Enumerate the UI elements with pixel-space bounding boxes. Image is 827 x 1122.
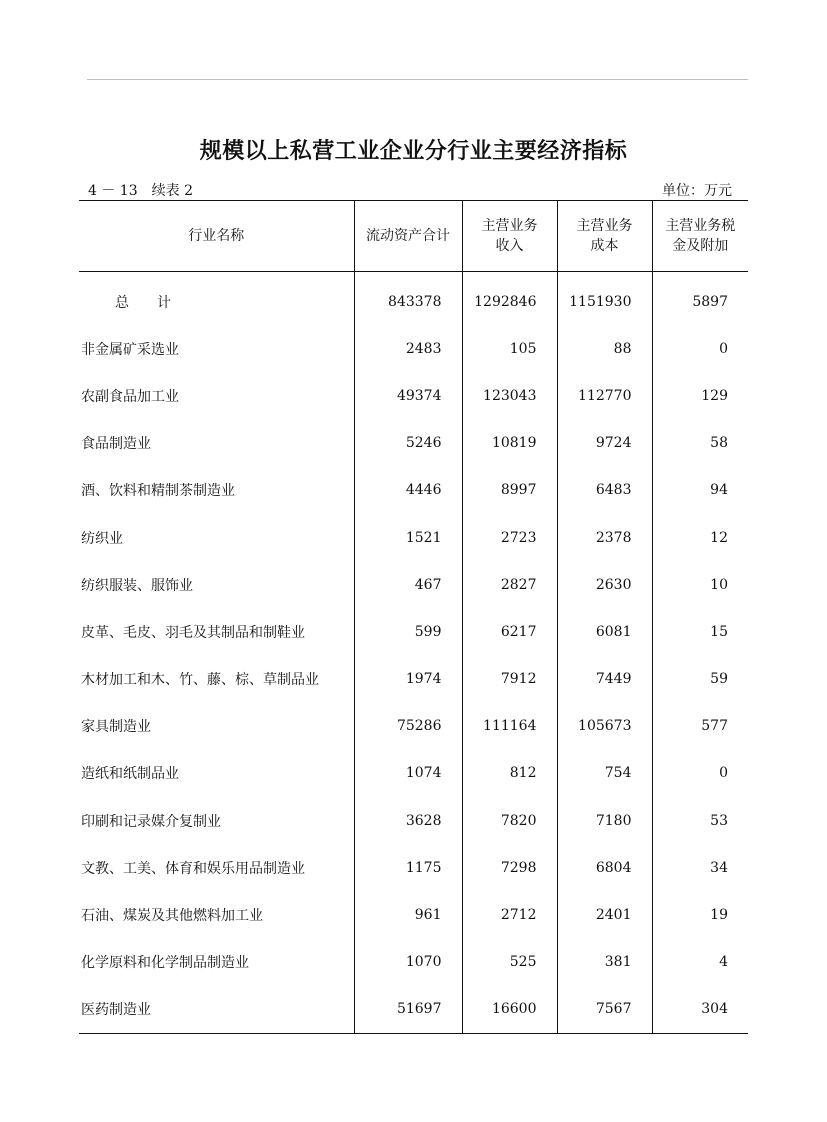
main-cost-value: 7567	[557, 986, 652, 1034]
current-assets-value: 599	[354, 608, 462, 655]
table-row	[79, 703, 748, 750]
table-row	[79, 844, 748, 891]
main-cost-value: 6081	[557, 608, 652, 655]
top-divider	[87, 79, 748, 80]
industry-name: 农副食品加工业	[81, 388, 179, 405]
unit-label: 单位：万元	[662, 183, 732, 199]
header-current-assets: 流动资产合计	[354, 201, 462, 272]
current-assets-value: 49374	[354, 372, 462, 419]
main-cost-value: 105673	[557, 703, 652, 750]
main-revenue-value: 2723	[462, 514, 557, 561]
table-header-row	[79, 201, 748, 272]
main-tax-value: 34	[652, 844, 748, 891]
main-tax-value: 577	[652, 703, 748, 750]
main-revenue-value: 6217	[462, 608, 557, 655]
industry-name: 木材加工和木、竹、藤、棕、草制品业	[81, 672, 319, 689]
header-main-tax-line1: 主营业务税	[665, 218, 736, 234]
main-tax-value: 94	[652, 467, 748, 514]
header-main-cost-line2: 成本	[590, 238, 619, 254]
header-main-cost-line1: 主营业务	[576, 218, 633, 234]
current-assets-value: 1175	[354, 844, 462, 891]
header-main-tax	[652, 201, 748, 272]
industry-name: 家具制造业	[81, 719, 151, 736]
current-assets-value: 75286	[354, 703, 462, 750]
industry-name: 非金属矿采选业	[81, 341, 179, 358]
current-assets-value: 467	[354, 561, 462, 608]
main-cost-value: 2378	[557, 514, 652, 561]
header-main-tax-line2: 金及附加	[672, 238, 729, 254]
main-cost-value: 381	[557, 939, 652, 986]
main-cost-value: 6483	[557, 467, 652, 514]
industry-name: 文教、工美、体育和娱乐用品制造业	[81, 860, 305, 877]
table-row	[79, 939, 748, 986]
current-assets-value: 51697	[354, 986, 462, 1034]
current-assets-value: 1521	[354, 514, 462, 561]
current-assets-value: 3628	[354, 797, 462, 844]
table-row	[79, 750, 748, 797]
current-assets-value: 843378	[354, 272, 462, 326]
page-title: 规模以上私营工业企业分行业主要经济指标	[199, 138, 628, 164]
main-revenue-value: 525	[462, 939, 557, 986]
main-tax-value: 53	[652, 797, 748, 844]
table-row	[79, 514, 748, 561]
main-revenue-value: 7912	[462, 656, 557, 703]
header-main-cost	[557, 201, 652, 272]
table-row	[79, 561, 748, 608]
table-code: 4 － 13 续表 2	[88, 183, 193, 199]
main-revenue-value: 10819	[462, 420, 557, 467]
table-row	[79, 420, 748, 467]
industry-name: 纺织业	[81, 530, 123, 547]
industry-name: 石油、煤炭及其他燃料加工业	[81, 908, 263, 925]
industry-name: 皮革、毛皮、羽毛及其制品和制鞋业	[81, 624, 305, 641]
industry-name: 印刷和记录媒介复制业	[81, 813, 221, 830]
main-tax-value: 4	[652, 939, 748, 986]
main-revenue-value: 16600	[462, 986, 557, 1034]
industry-name: 食品制造业	[81, 436, 151, 453]
main-tax-value: 12	[652, 514, 748, 561]
main-revenue-value: 105	[462, 325, 557, 372]
main-tax-value: 10	[652, 561, 748, 608]
industry-name: 总 计	[115, 294, 171, 311]
main-revenue-value: 111164	[462, 703, 557, 750]
main-cost-value: 112770	[557, 372, 652, 419]
main-tax-value: 0	[652, 750, 748, 797]
main-revenue-value: 8997	[462, 467, 557, 514]
table-row	[79, 608, 748, 655]
main-cost-value: 6804	[557, 844, 652, 891]
current-assets-value: 1074	[354, 750, 462, 797]
main-revenue-value: 812	[462, 750, 557, 797]
main-tax-value: 58	[652, 420, 748, 467]
industry-name: 酒、饮料和精制茶制造业	[81, 483, 235, 500]
main-tax-value: 19	[652, 891, 748, 938]
main-tax-value: 129	[652, 372, 748, 419]
table-row	[79, 656, 748, 703]
main-revenue-value: 2827	[462, 561, 557, 608]
indicator-table	[79, 200, 748, 1034]
current-assets-value: 2483	[354, 325, 462, 372]
main-cost-value: 1151930	[557, 272, 652, 326]
current-assets-value: 1974	[354, 656, 462, 703]
table-row	[79, 891, 748, 938]
industry-name: 化学原料和化学制品制造业	[81, 955, 249, 972]
table-row	[79, 797, 748, 844]
current-assets-value: 961	[354, 891, 462, 938]
main-cost-value: 2401	[557, 891, 652, 938]
main-cost-value: 754	[557, 750, 652, 797]
current-assets-value: 1070	[354, 939, 462, 986]
main-tax-value: 59	[652, 656, 748, 703]
main-tax-value: 304	[652, 986, 748, 1034]
header-main-revenue-line1: 主营业务	[481, 218, 538, 234]
header-industry: 行业名称	[79, 201, 354, 272]
table-row	[79, 467, 748, 514]
main-cost-value: 9724	[557, 420, 652, 467]
industry-name: 医药制造业	[79, 986, 354, 1034]
header-main-revenue	[462, 201, 557, 272]
table-row	[79, 986, 748, 1034]
table-row-total	[79, 272, 748, 326]
industry-name: 造纸和纸制品业	[81, 766, 179, 783]
main-revenue-value: 123043	[462, 372, 557, 419]
header-main-revenue-line2: 收入	[495, 238, 524, 254]
main-cost-value: 7180	[557, 797, 652, 844]
main-revenue-value: 1292846	[462, 272, 557, 326]
main-revenue-value: 7820	[462, 797, 557, 844]
main-tax-value: 15	[652, 608, 748, 655]
main-revenue-value: 7298	[462, 844, 557, 891]
main-cost-value: 88	[557, 325, 652, 372]
table-row	[79, 325, 748, 372]
main-revenue-value: 2712	[462, 891, 557, 938]
main-cost-value: 2630	[557, 561, 652, 608]
table-row	[79, 372, 748, 419]
current-assets-value: 4446	[354, 467, 462, 514]
main-cost-value: 7449	[557, 656, 652, 703]
industry-name: 纺织服装、服饰业	[81, 577, 193, 594]
current-assets-value: 5246	[354, 420, 462, 467]
main-tax-value: 5897	[652, 272, 748, 326]
main-tax-value: 0	[652, 325, 748, 372]
